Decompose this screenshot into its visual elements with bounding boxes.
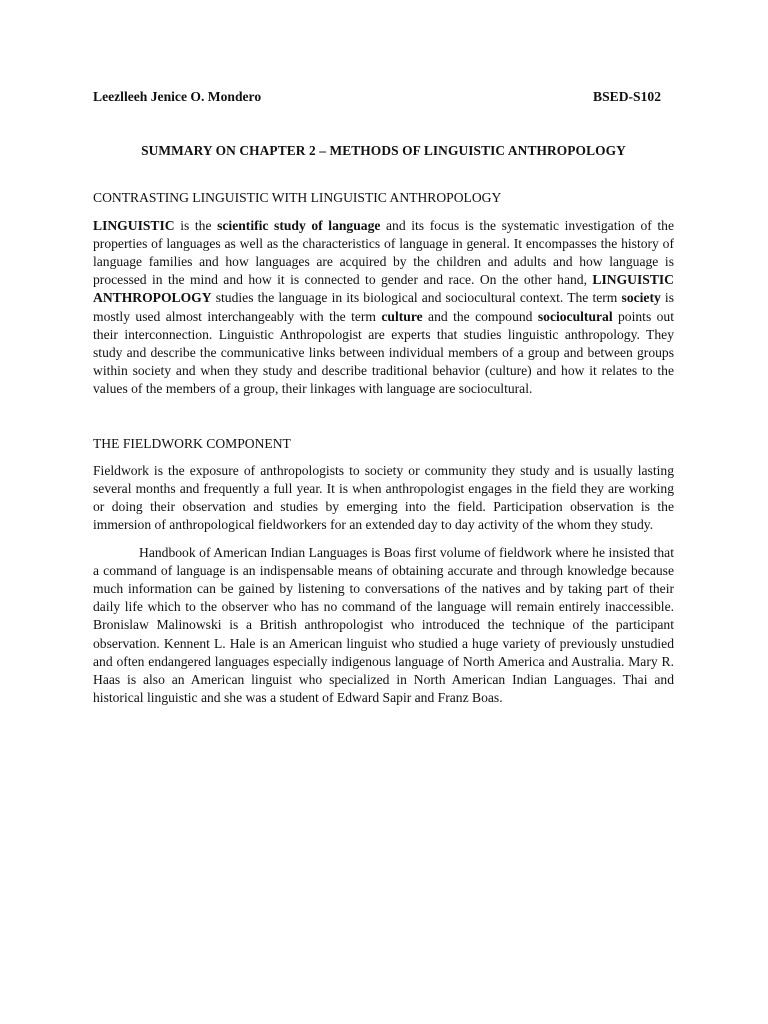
text-run: points out their interconnection. Linguistic Anthropologist are experts that studies linguistic anthropology. They study and describe the communicative links between individual members of a group and between groups within society and when they study and describe traditional behavior (culture) and how it relates to the values of the members of a group, their linkages with language are sociocultural. bbox=[93, 308, 675, 397]
text-run: is mostly used almost interchangeably with the term bbox=[93, 290, 675, 324]
course-code: BSED-S102 bbox=[593, 89, 661, 104]
term-sociocultural: sociocultural bbox=[537, 308, 613, 324]
text-run: studies the language in its biological and sociocultural context. The term bbox=[211, 290, 622, 306]
document-page bbox=[93, 88, 674, 707]
term-society: society bbox=[621, 290, 661, 306]
document-header bbox=[93, 88, 674, 106]
term-linguistic-anthropology: LINGUISTIC ANTHROPOLOGY bbox=[93, 272, 674, 306]
document-title: SUMMARY ON CHAPTER 2 – METHODS OF LINGUISTIC ANTHROPOLOGY bbox=[141, 143, 626, 159]
author-name: Leezlleeh Jenice O. Mondero bbox=[93, 89, 262, 104]
paragraph-fieldwork-history: Handbook of American Indian Languages is Boas first volume of fieldwork where he insisted that a command of language is an indispensable means of obtaining accurate and through knowledge because much information can be gained by listening to conversations of the natives and by taking part of their daily life which to the observer who has no command of the language will remain entirely inaccessible. Bronislaw Malinowski is a British anthropologist who introduced the technique of the participant observation. Kennent L. Hale is an American linguist who studied a huge variety of previously unstudied and often endangered languages especially indigenous language of North America and Australia. Mary R. Haas is also an American linguist who specialized in North American Indian Languages. Thai and historical linguistic and she was a student of Edward Sapir and Franz Boas. bbox=[93, 544, 674, 706]
section-heading-contrasting: CONTRASTING LINGUISTIC WITH LINGUISTIC ANTHROPOLOGY bbox=[93, 190, 502, 206]
term-culture: culture bbox=[381, 308, 423, 324]
paragraph-fieldwork-definition: Fieldwork is the exposure of anthropologists to society or community they study and is usually lasting several months and frequently a full year. It is when anthropologist engages in the field they are working or doing their observation and studies by emerging into the field. Participation observation is the immersion of anthropological fieldworkers for an extended day to day activity of the whom they study. bbox=[93, 462, 674, 533]
section-heading-fieldwork: THE FIELDWORK COMPONENT bbox=[93, 435, 291, 451]
text-run: is the bbox=[174, 217, 218, 233]
paragraph-linguistic-definition bbox=[93, 217, 674, 399]
text-run: and its focus is the systematic investigation of the properties of languages as well as the characteristics of language in general. It encompasses the history of language families and how languages are acquired by the children and adults and how language is processed in the mind and how it is connected to gender and race. On the other hand, bbox=[93, 217, 674, 288]
term-scientific-study: scientific study of language bbox=[217, 217, 381, 233]
term-linguistic: LINGUISTIC bbox=[93, 217, 175, 233]
text-run: and the compound bbox=[422, 308, 538, 324]
